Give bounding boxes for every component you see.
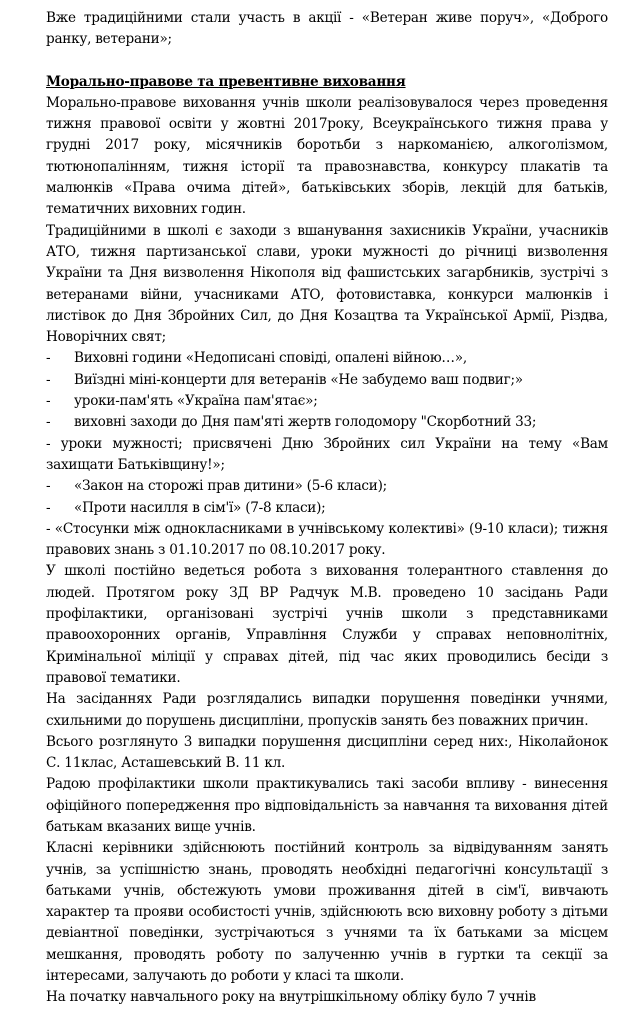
list-item-text: Виїздні міні-концерти для ветеранів «Не забудемо ваш подвиг;» xyxy=(74,371,523,388)
list-item xyxy=(46,348,608,369)
paragraph-prevention-measures: Радою профілактики школи практикувались такі засоби впливу - винесення офіційного попередження про відповідальність за навчання та виховання дітей батькам вказаних вище учнів. xyxy=(46,776,608,835)
list-item xyxy=(46,412,608,433)
paragraph-tolerance: У школі постійно ведеться робота з виховання толерантного ставлення до людей. Протягом року ЗД ВР Радчук М.В. проведено 10 засідань Ради профілактики, організовані зустрічі учнів школи з представниками правоохоронних органів, Управління Служби у справах неповнолітніх, Кримінальної міліції у справах дітей, під час яких проводились бесіди з правової тематики. xyxy=(46,563,608,686)
paragraph-discipline-cases: Всього розглянуто 3 випадки порушення дисципліни серед них:, Ніколайонок С. 11клас, Асташевський В. 11 кл. xyxy=(46,733,608,772)
list-item xyxy=(46,476,608,497)
paragraph-legal-education: Морально-правове виховання учнів школи реалізовувалося через проведення тижня правової освіти у жовтні 2017року, Всеукраїнського тижня права у грудні 2017 року, місячників боротьби з наркоманією, алкоголізмом, тютюнопалінням, тижня історії та правознавства, конкурсу плакатів та малюнків «Права очима дітей», батьківських зборів, лекцій для батьків, тематичних виховних годин. xyxy=(46,94,608,218)
paragraph-classmate-relations: - «Стосунки між однокласниками в учнівському колективі» (9-10 класи); тижня правових знань з 01.10.2017 по 08.10.2017 року. xyxy=(46,520,608,559)
list-item-text: «Проти насилля в сім'ї» (7-8 класи); xyxy=(74,499,326,516)
list-item-text: уроки-пам'ять «Україна пам'ятає»; xyxy=(74,393,318,410)
paragraph-courage-lessons: - уроки мужності; присвячені Дню Збройних сил України на тему «Вам захищати Батьківщину!»; xyxy=(46,435,608,473)
paragraph-veteran-actions: Вже традиційними стали участь в акції - «Ветеран живе поруч», «Доброго ранку, ветерани»; xyxy=(46,10,608,48)
list-item xyxy=(46,498,608,519)
spacer xyxy=(46,51,608,72)
list-item-text: «Закон на сторожі прав дитини» (5-6 класи); xyxy=(74,478,387,495)
list-item xyxy=(46,370,608,391)
paragraph-registry: На початку навчального року на внутрішкільному обліку було 7 учнів xyxy=(46,989,536,1006)
list-dash: - xyxy=(46,414,51,431)
list-dash: - xyxy=(46,350,51,367)
paragraph-class-teachers: Класні керівники здійснюють постійний контроль за відвідуванням занять учнів, за успішністю знань, проводять необхідні педагогічні консультації з батьками учнів, обстежують умови проживання дітей в сім'ї, вивчають характер та прояви особистості учнів, здійснюють всю виховну роботу з дітьми девіантної поведінки, зустрічаються з учнями та їх батьками за місцем мешкання, проводять роботу по залученню учнів в гуртки та секції за інтересами, залучають до роботи у класі та школи. xyxy=(46,840,608,985)
list-item xyxy=(46,391,608,412)
list-dash: - xyxy=(46,393,51,410)
list-item-text: виховні заходи до Дня пам'яті жертв голодомору "Скорботний 33; xyxy=(74,414,537,431)
list-dash: - xyxy=(46,371,51,388)
paragraph-council-meetings: На засіданнях Ради розглядались випадки порушення поведінки учнями, схильними до порушень дисципліни, пропусків занять без поважних причин. xyxy=(46,691,608,729)
list-item-text: Виховні години «Недописані сповіді, опалені війною…», xyxy=(74,350,467,367)
list-dash: - xyxy=(46,478,51,495)
section-heading: Морально-правове та превентивне виховання xyxy=(46,73,406,90)
list-dash: - xyxy=(46,499,51,516)
paragraph-traditions: Традиційними в школі є заходи з вшанування захисників України, учасників АТО, тижня партизанської слави, уроки мужності до річниці визволення України та Дня визволення Нікополя від фашистських загарбників, зустрічі з ветеранами війни, учасниками АТО, фотовиставка, конкурси малюнків і листівок до Дня Збройних Сил, до Дня Козацтва та Української Армії, Різдва, Новорічних свят; xyxy=(46,222,608,346)
document-page xyxy=(46,8,608,1009)
